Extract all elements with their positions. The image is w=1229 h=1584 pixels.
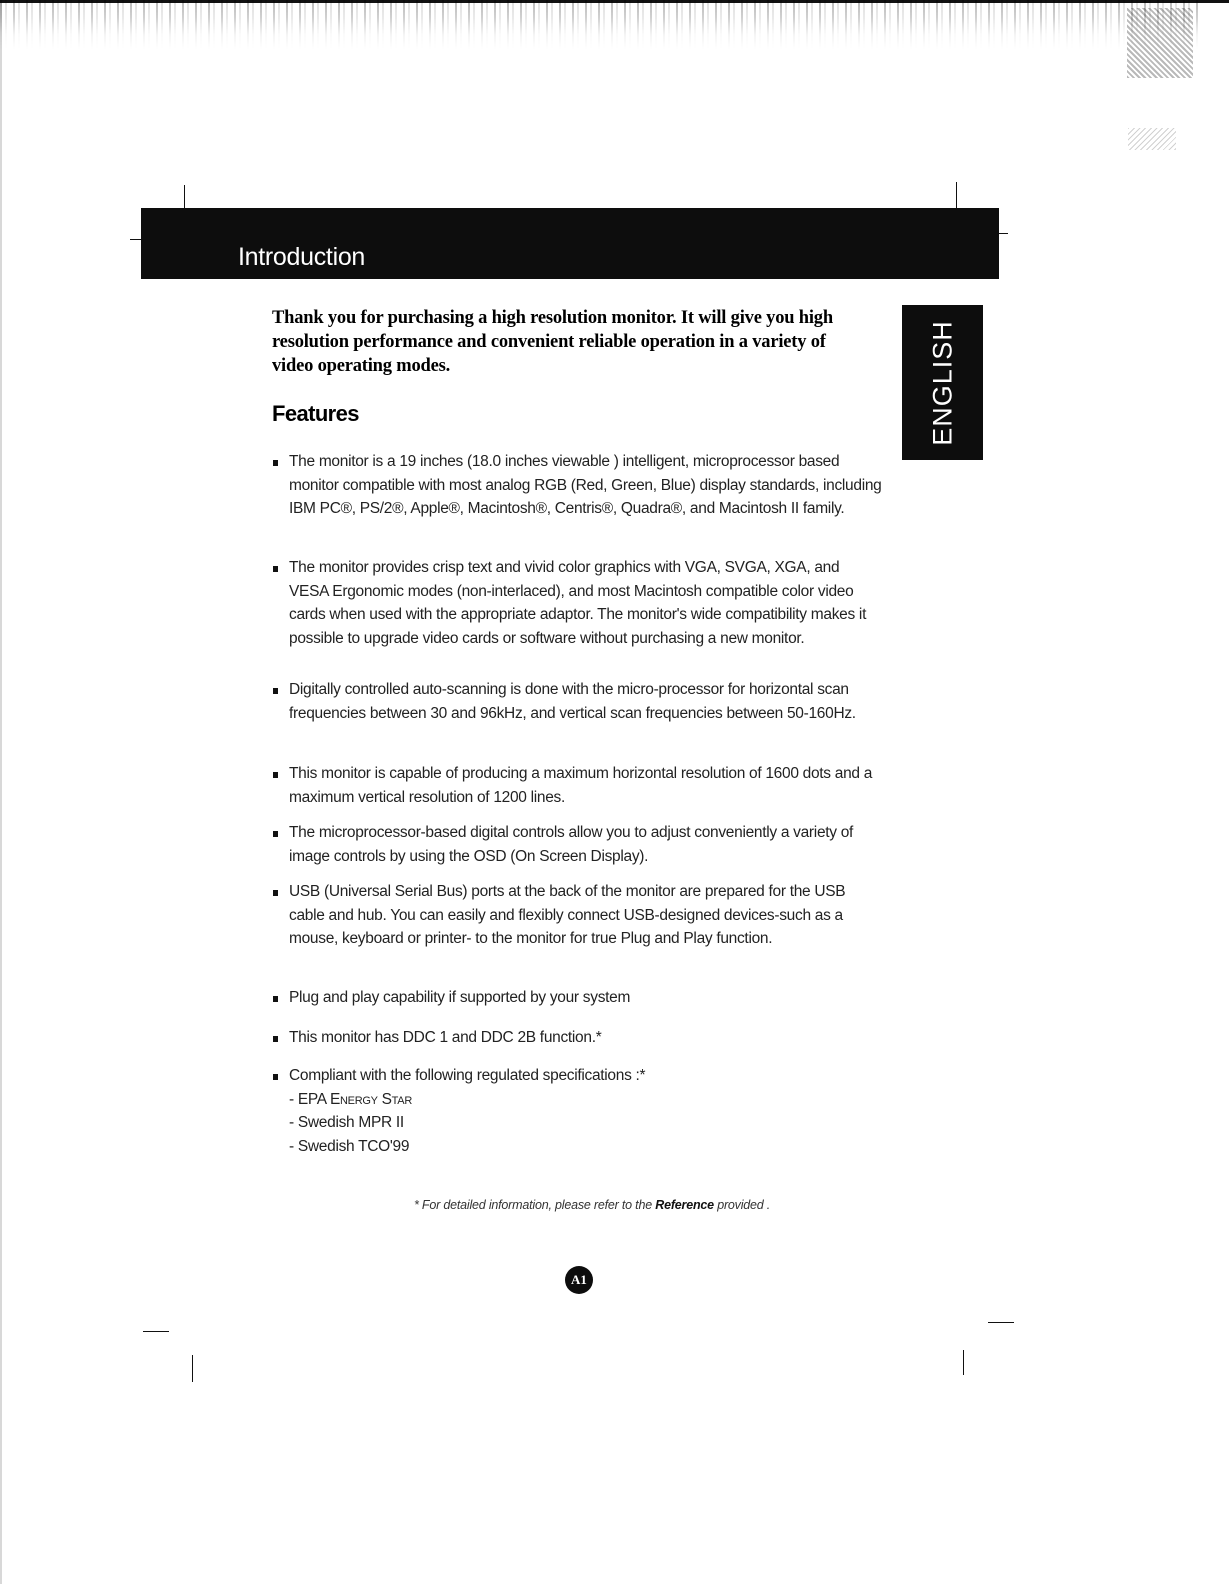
- intro-paragraph: Thank you for purchasing a high resolution monitor. It will give you high resolution performance and convenient reliable operation in a variety of video operating modes.: [272, 308, 833, 376]
- section-title: Introduction: [238, 243, 366, 271]
- feature-item: [272, 556, 882, 650]
- scan-noise-strip: [0, 0, 1200, 60]
- feature-text: USB (Universal Serial Bus) ports at the back of the monitor are prepared for the USB cable and hub. You can easily and flexibly connect USB-designed devices-such as a mouse, keyboard or printer- to the monitor for true Plug and Play function.: [289, 883, 846, 947]
- bullet-icon: [273, 831, 278, 837]
- feature-text: This monitor is capable of producing a maximum horizontal resolution of 1600 dots and a maximum vertical resolution of 1200 lines.: [289, 765, 873, 806]
- feature-item: [272, 821, 882, 868]
- feature-text: This monitor has DDC 1 and DDC 2B function.*: [289, 1029, 602, 1046]
- crop-mark-bottom-right-vertical: [963, 1350, 964, 1375]
- feature-text: The microprocessor-based digital controls allow you to adjust conveniently a variety of image controls by using the OSD (On Screen Display).: [289, 824, 854, 865]
- section-header-bar: [141, 208, 999, 279]
- bullet-icon: [273, 566, 278, 572]
- language-label: ENGLISH: [927, 319, 957, 446]
- footnote-reference: Reference: [655, 1198, 714, 1212]
- footnote-prefix: * For detailed information, please refer to the: [414, 1198, 652, 1212]
- crop-mark-bottom-right-horizontal: [988, 1322, 1014, 1323]
- feature-item: [272, 762, 882, 809]
- footnote: [414, 1198, 770, 1212]
- crop-mark-bottom-left-horizontal: [143, 1331, 169, 1332]
- spec-item: [289, 1088, 882, 1112]
- page-number-badge: A1: [565, 1266, 593, 1294]
- bullet-icon: [273, 890, 278, 896]
- language-side-tab: [902, 305, 983, 460]
- spec-item: [289, 1135, 882, 1159]
- bullet-icon: [273, 1036, 278, 1042]
- crop-mark-bottom-left-vertical: [192, 1355, 193, 1382]
- features-heading: Features: [272, 401, 359, 426]
- crop-mark-top-right-horizontal: [998, 233, 1008, 234]
- footnote-suffix: provided .: [717, 1198, 771, 1212]
- bullet-icon: [273, 460, 278, 466]
- scan-corner-noise-small: [1128, 128, 1176, 150]
- feature-item: [272, 986, 882, 1010]
- feature-text: The monitor provides crisp text and vivid color graphics with VGA, SVGA, XGA, and VESA Ergonomic modes (non-interlaced), and most Macintosh compatible color video cards when used with the appropriate adaptor. The monitor's wide compatibility makes it possible to upgrade video cards or software without purchasing a new monitor.: [289, 559, 867, 647]
- feature-item: [272, 1026, 882, 1050]
- page-edge: [0, 0, 2, 1584]
- bullet-icon: [273, 688, 278, 694]
- bullet-icon: [273, 1074, 278, 1080]
- feature-text: Compliant with the following regulated specifications :*: [289, 1067, 646, 1084]
- bullet-icon: [273, 772, 278, 778]
- feature-text: Digitally controlled auto-scanning is done with the micro-processor for horizontal scan frequencies between 30 and 96kHz, and vertical scan frequencies between 50-160Hz.: [289, 681, 856, 722]
- feature-text: Plug and play capability if supported by your system: [289, 989, 631, 1006]
- feature-item: [272, 678, 882, 725]
- bullet-icon: [273, 996, 278, 1002]
- feature-item: [272, 450, 882, 521]
- spec-list: [289, 1088, 882, 1159]
- spec-text: - EPA Energy Star: [289, 1090, 412, 1108]
- spec-text: - Swedish TCO'99: [289, 1137, 410, 1155]
- scan-corner-noise: [1127, 8, 1193, 78]
- feature-text: The monitor is a 19 inches (18.0 inches viewable ) intelligent, microprocessor based monitor compatible with most analog RGB (Red, Green, Blue) display standards, including IBM PC®, PS/2®, Apple®, Macintosh®, Centris®, Quadra®, and Macintosh II family.: [289, 453, 882, 517]
- spec-text: - Swedish MPR II: [289, 1114, 404, 1131]
- spec-item: [289, 1111, 882, 1135]
- feature-item: [272, 880, 882, 951]
- crop-mark-top-right-vertical: [956, 182, 957, 210]
- feature-item: [272, 1064, 882, 1158]
- crop-mark-top-left-vertical: [184, 185, 185, 210]
